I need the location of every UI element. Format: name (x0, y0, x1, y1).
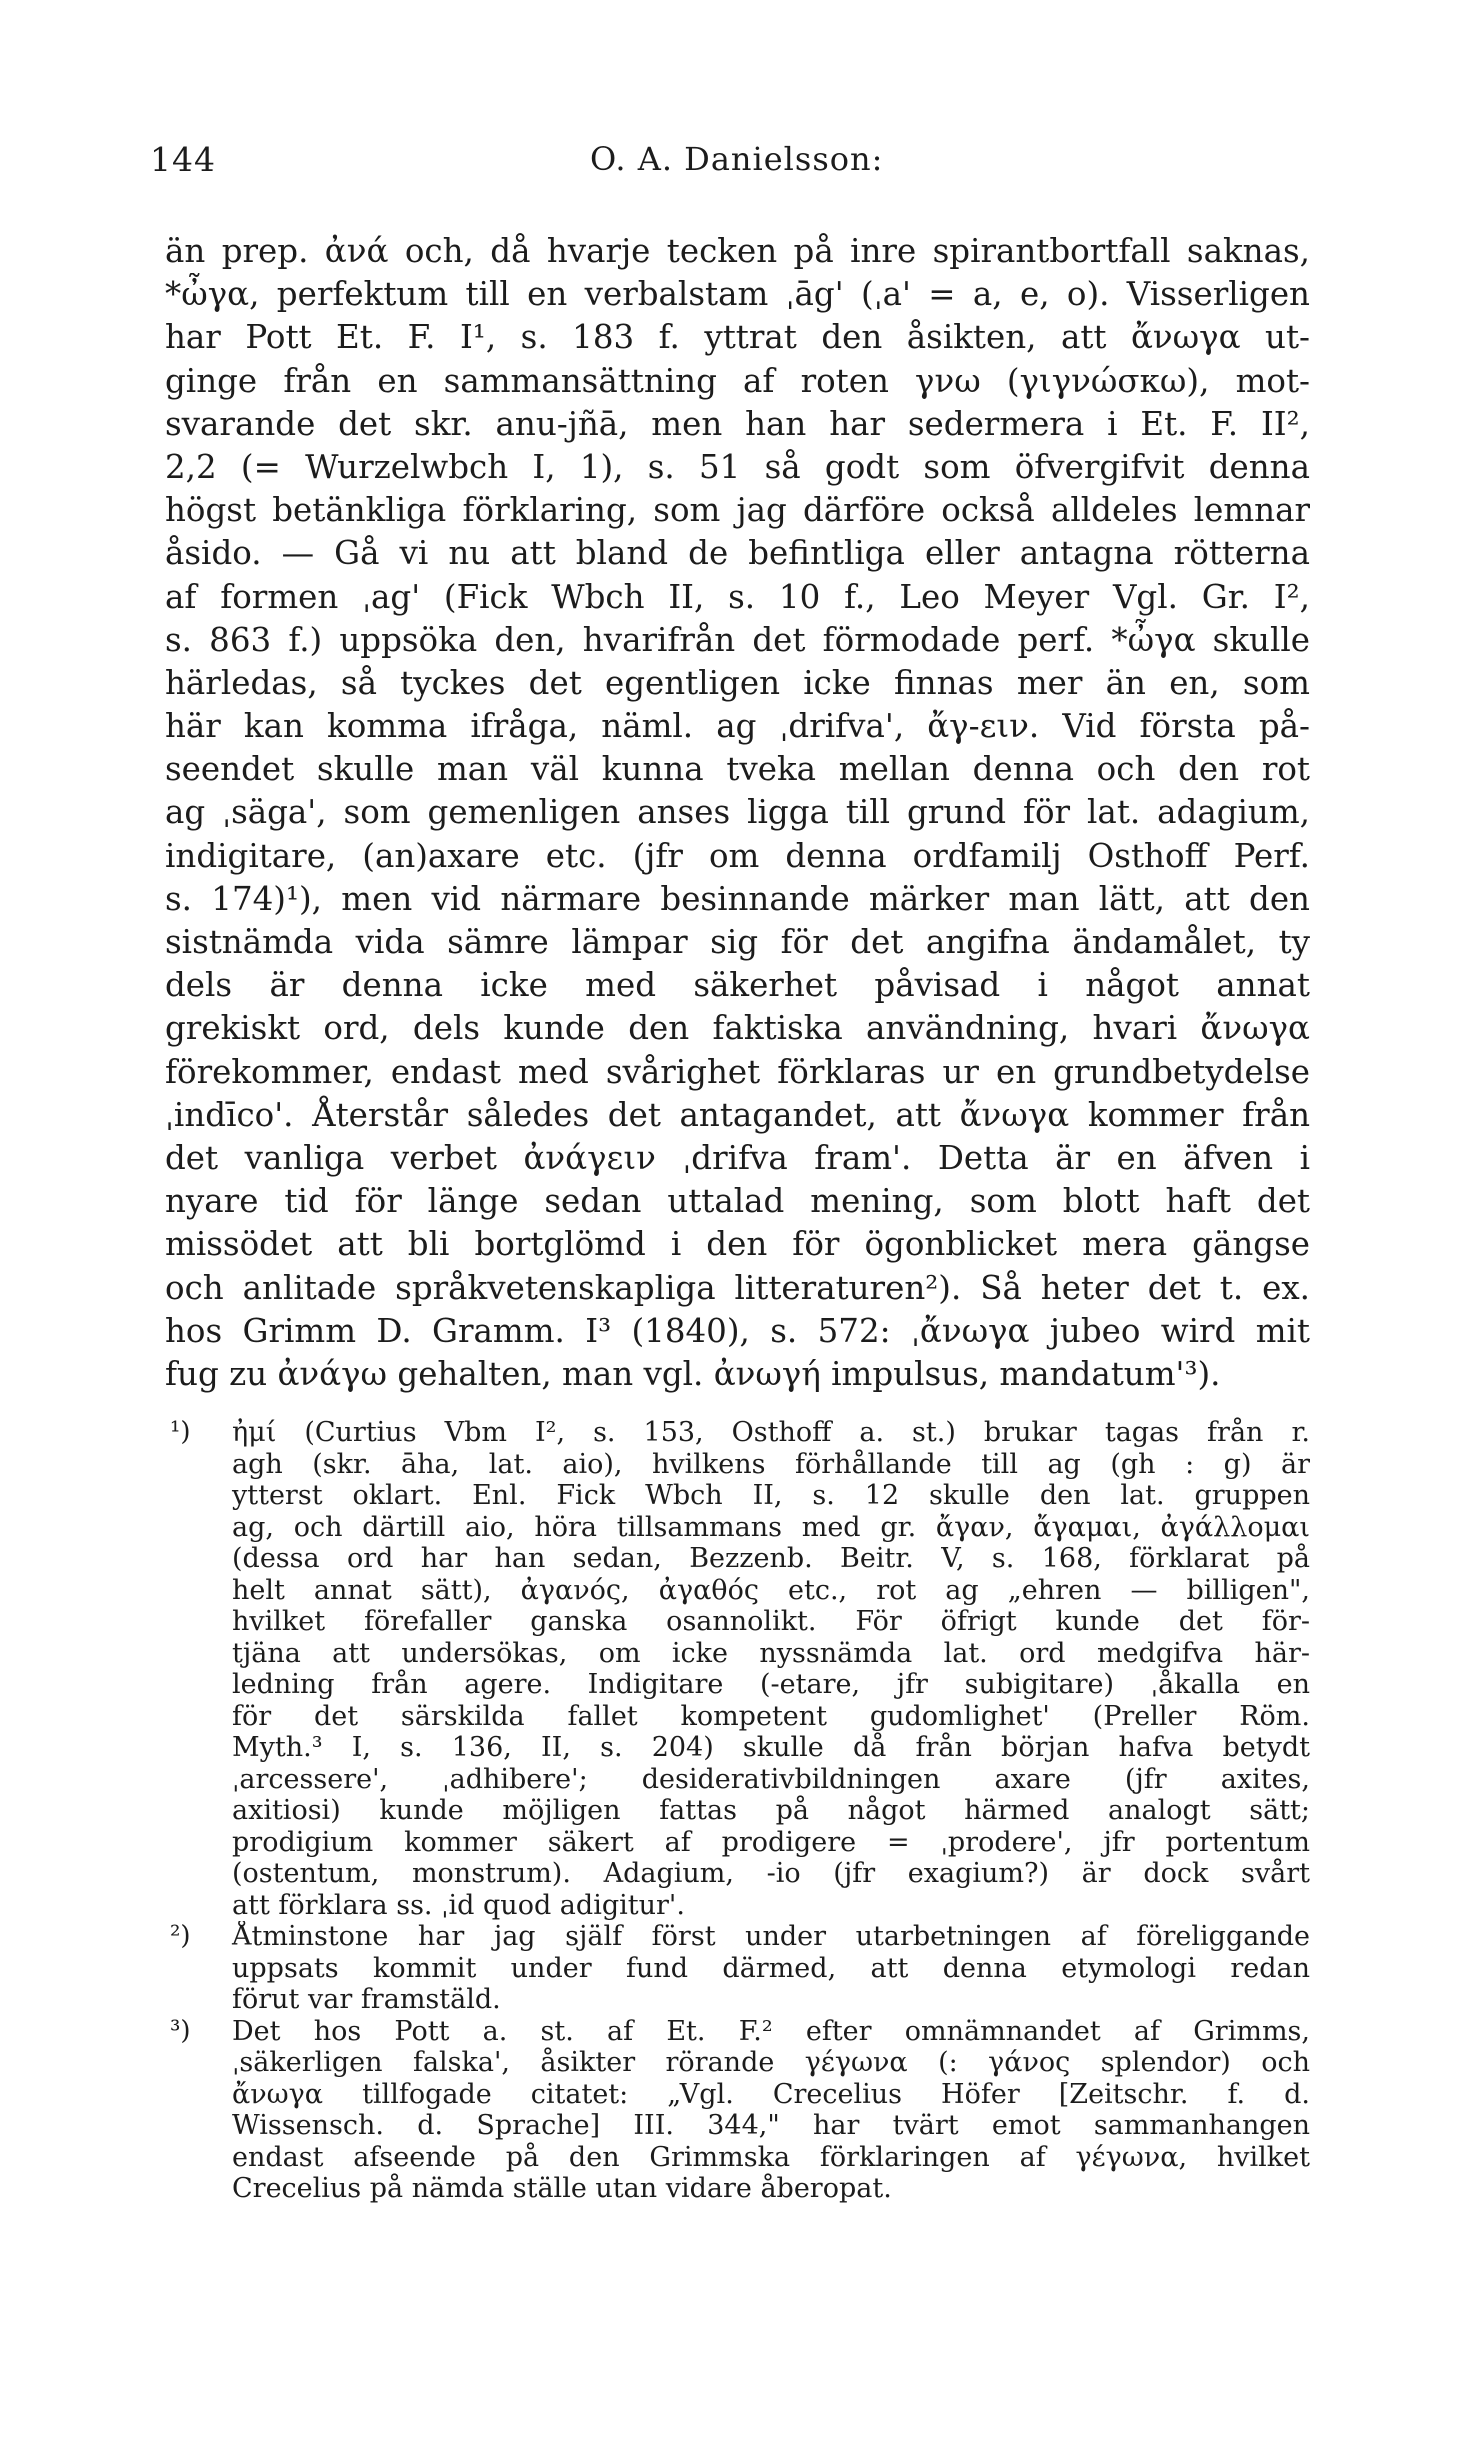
body-line: det vanliga verbet ἀνάγειν ˌdrifva fram'. Detta är en äfven i (165, 1138, 1310, 1177)
footnote-line: ἄνωγα tillfogade citatet: „Vgl. Crecelius Höfer [Zeitschr. f. d. (232, 2078, 1310, 2110)
body-line: ag ˌsäga', som gemenligen anses ligga till grund för lat. adagium, (165, 793, 1310, 832)
footnote-line: Crecelius på nämda ställe utan vidare åberopat. (232, 2173, 892, 2204)
body-line: nyare tid för länge sedan uttalad mening, som blott haft det (165, 1182, 1310, 1221)
footnote-line: Åtminstone har jag själf först under utarbetningen af föreliggande (232, 1921, 1310, 1952)
body-line: än prep. ἀνά och, då hvarje tecken på inre spirantbortfall saknas, (165, 232, 1310, 270)
body-line: indigitare, (an)axare etc. (jfr om denna ordfamilj Osthoff Perf. (165, 836, 1310, 875)
body-line: af formen ˌag' (Fick Wbch II, s. 10 f., Leo Meyer Vgl. Gr. I², (165, 577, 1310, 616)
footnote-line: agh (skr. āha, lat. aio), hvilkens förhållande till ag (gh : g) är (232, 1448, 1310, 1480)
body-line: och anlitade språkvetenskapliga litteraturen²). Så heter det t. ex. (165, 1268, 1310, 1307)
footnote-line: (ostentum, monstrum). Adagium, -io (jfr exagium?) är dock svårt (232, 1858, 1310, 1889)
footnote-line: ytterst oklart. Enl. Fick Wbch II, s. 12 skulle den lat. gruppen (232, 1480, 1310, 1511)
body-line: dels är denna icke med säkerhet påvisad i något annat (165, 966, 1310, 1005)
footnote-line: uppsats kommit under fund därmed, att denna etymologi redan (232, 1952, 1310, 1984)
body-line: har Pott Et. F. I¹, s. 183 f. yttrat den åsikten, att ἄνωγα ut- (165, 318, 1310, 357)
footnote-line: endast afseende på den Grimmska förklaringen af γέγωνα, hvilket (232, 2141, 1310, 2173)
footnote-line: hvilket förefaller ganska osannolikt. För öfrigt kunde det för- (232, 1606, 1310, 1637)
body-line: s. 174)¹), men vid närmare besinnande märker man lätt, att den (165, 879, 1310, 918)
body-line: svarande det skr. anu-jñā, men han har sedermera i Et. F. II², (165, 404, 1310, 443)
body-line: sistnämda vida sämre lämpar sig för det angifna ändamålet, ty (165, 923, 1310, 961)
footnote-line: ag, och därtill aio, höra tillsammans med gr. ἄγαν, ἄγαμαι, ἀγάλλομαι (232, 1511, 1310, 1543)
running-title: O. A. Danielsson: (590, 140, 884, 178)
footnote-marker: ¹) (170, 1417, 191, 1447)
body-line: hos Grimm D. Gramm. I³ (1840), s. 572: ˌἄνωγα jubeo wird mit (165, 1311, 1310, 1350)
body-line: förekommer, endast med svårighet förklaras ur en grundbetydelse (165, 1052, 1310, 1091)
page-number: 144 (150, 140, 216, 179)
footnote-line: ˌsäkerligen falska', åsikter rörande γέγωνα (: γάνος splendor) och (232, 2047, 1310, 2078)
body-line: ˌindīco'. Återstår således det antagandet, att ἄνωγα kommer från (165, 1095, 1310, 1134)
body-line: seendet skulle man väl kunna tveka mellan denna och den rot (165, 750, 1310, 789)
body-line: s. 863 f.) uppsöka den, hvarifrån det förmodade perf. *ὦγα skulle (165, 620, 1310, 659)
body-line: härledas, så tyckes det egentligen icke finnas mer än en, som (165, 663, 1310, 702)
footnote-line: (dessa ord har han sedan, Bezzenb. Beitr. V, s. 168, förklarat på (232, 1543, 1310, 1574)
body-text (165, 230, 1310, 1396)
body-line: 2,2 (= Wurzelwbch I, 1), s. 51 så godt som öfvergifvit denna (165, 447, 1310, 486)
footnote-line: prodigium kommer säkert af prodigere = ˌprodere', jfr portentum (232, 1826, 1310, 1858)
footnote-line: för det särskilda fallet kompetent gudomlighet' (Preller Röm. (232, 1700, 1310, 1732)
body-line: fug zu ἀνάγω gehalten, man vgl. ἀνωγή impulsus, mandatum'³). (165, 1354, 1221, 1393)
footnote-line: helt annat sätt), ἀγανός, ἀγαθός etc., rot ag „ehren — billigen", (232, 1574, 1310, 1606)
footnote-line: ledning från agere. Indigitare (-etare, jfr subigitare) ˌåkalla en (232, 1669, 1310, 1700)
body-line: *ὦγα, perfektum till en verbalstam ˌāg' (ˌa' = a, e, o). Visserligen (165, 275, 1310, 314)
footnote (170, 1417, 1310, 1921)
footnote-line: ἠμί (Curtius Vbm I², s. 153, Osthoff a. st.) brukar tagas från r. (232, 1417, 1310, 1448)
body-line: missödet att bli bortglömd i den för ögonblicket mera gängse (165, 1225, 1310, 1264)
footnote-line: att förklara ss. ˌid quod adigitur'. (232, 1889, 685, 1921)
footnote-marker: ²) (170, 1921, 191, 1951)
body-line: ginge från en sammansättning af roten γνω (γιγνώσκω), mot- (165, 361, 1310, 400)
footnote (170, 2016, 1310, 2205)
footnote-line: Det hos Pott a. st. af Et. F.² efter omnämnandet af Grimms, (232, 2015, 1310, 2047)
footnote-line: Myth.³ I, s. 136, II, s. 204) skulle då från början hafva betydt (232, 1732, 1310, 1763)
body-line: högst betänkliga förklaring, som jag därföre också alldeles lemnar (165, 491, 1310, 530)
footnote (170, 1921, 1310, 2016)
footnote-line: förut var framstäld. (232, 1984, 501, 2015)
footnote-line: Wissensch. d. Sprache] III. 344," har tvärt emot sammanhangen (232, 2110, 1310, 2141)
body-line: grekiskt ord, dels kunde den faktiska användning, hvari ἄνωγα (165, 1009, 1310, 1048)
body-line: här kan komma ifråga, näml. ag ˌdrifva', ἄγ-ειν. Vid första på- (165, 707, 1310, 746)
footnote-line: ˌarcessere', ˌadhibere'; desiderativbildningen axare (jfr axites, (232, 1763, 1310, 1795)
footnotes (170, 1417, 1310, 2205)
footnote-line: tjäna att undersökas, om icke nyssnämda lat. ord medgifva här- (232, 1637, 1310, 1669)
footnote-line: axitiosi) kunde möjligen fattas på något härmed analogt sätt; (232, 1795, 1310, 1826)
body-line: åsido. — Gå vi nu att bland de befintliga eller antagna rötterna (165, 534, 1310, 573)
running-head (150, 140, 1330, 190)
footnote-marker: ³) (170, 2015, 191, 2046)
